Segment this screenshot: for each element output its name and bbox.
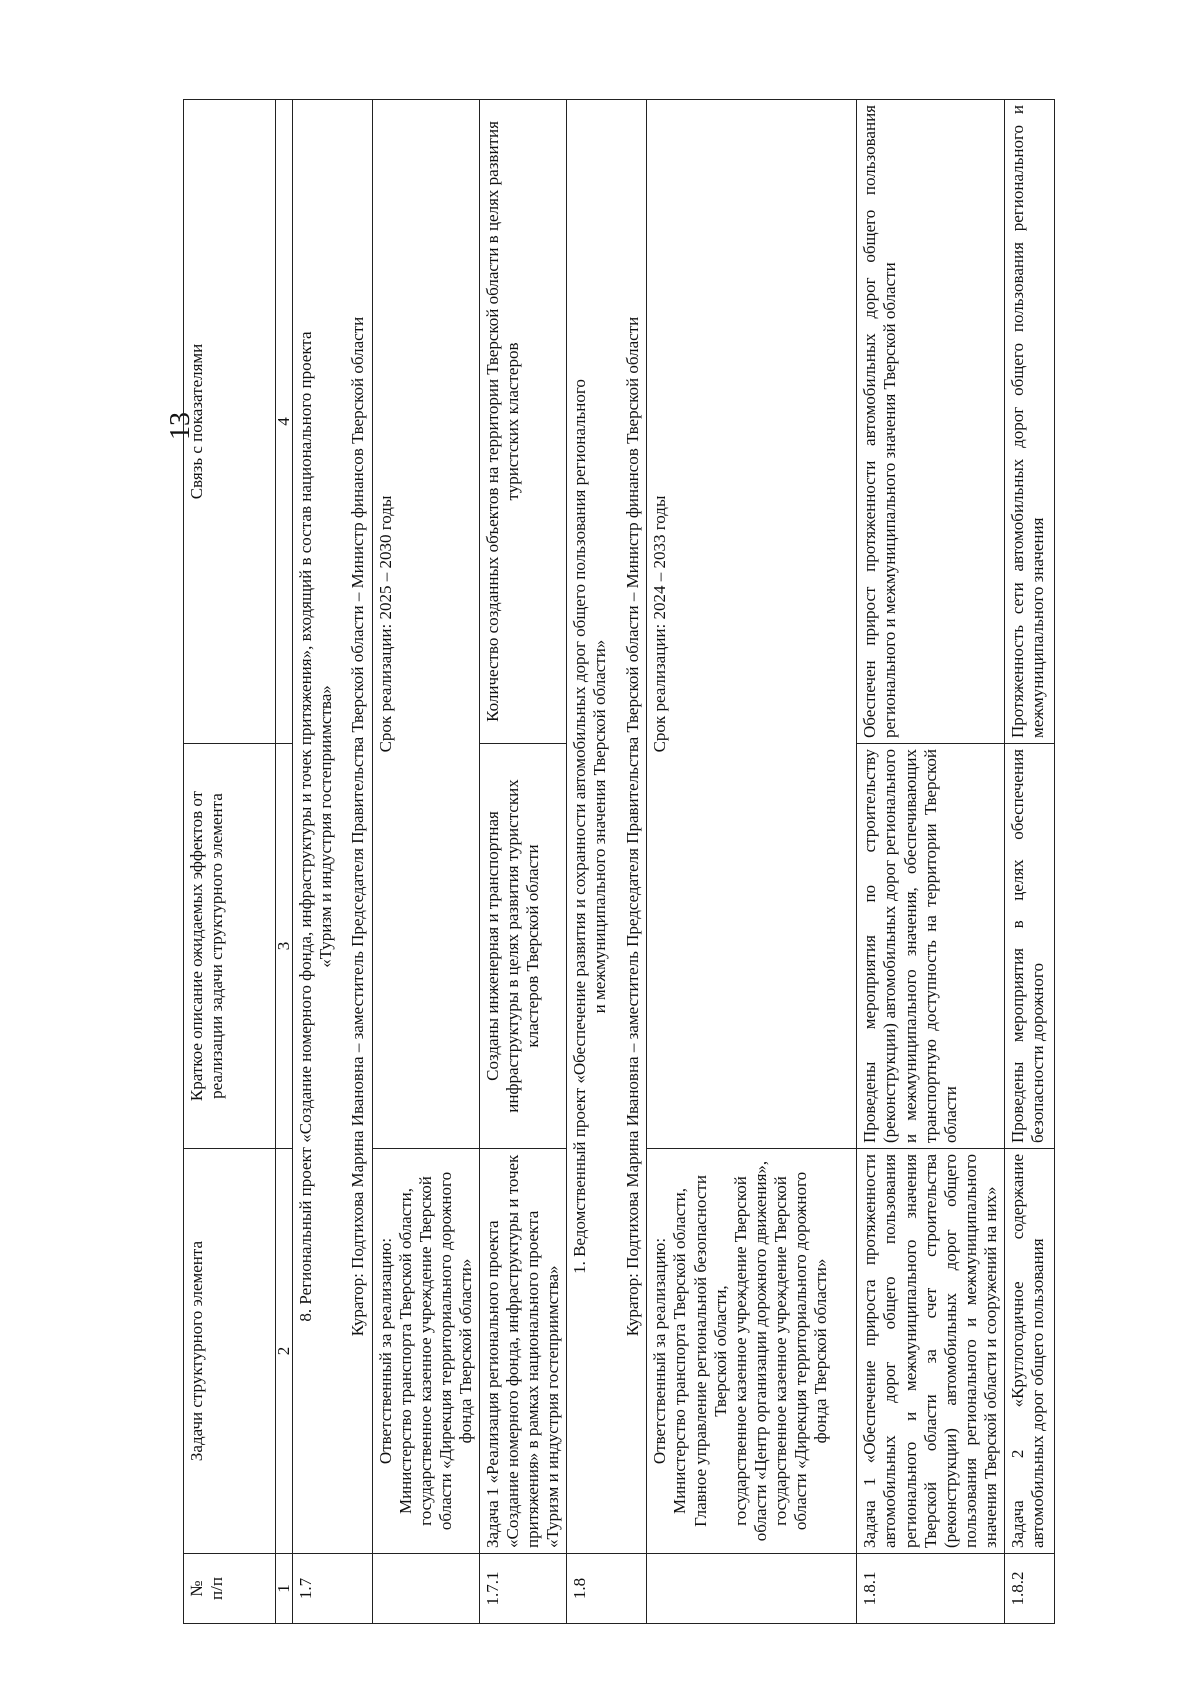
- responsible-entity: Министерство транспорта Тверской области,: [396, 1187, 416, 1515]
- row-number: 1.8: [567, 1554, 647, 1624]
- header-number: № п/п: [184, 1554, 276, 1624]
- section-title-departmental-project: 1. Ведомственный проект «Обеспечение развития и сохранности автомобильных дорог общего пользования регионального и межмуниципального значения Тверской области» Куратор: Подтихова Марина Ивановна – заместитель Председателя Правительства Тверской области – Министр финансов Тверской области: [567, 100, 647, 1554]
- implementation-term: Срок реализации: 2025 – 2030 годы: [373, 100, 480, 1149]
- section-title-regional-project: 8. Региональный проект «Создание номерного фонда, инфраструктуры и точек притяжения», входящий в состав национального проекта «Туризм и индустрия гостеприимства» Куратор: Подтихова Марина Ивановна – заместитель Председателя Правительства Тверской области – Министр финансов Тверской области: [293, 100, 373, 1554]
- rotated-table-frame: [183, 100, 1047, 1624]
- effect-cell: Проведены мероприятия по строительству (реконструкции) автомобильных дорог регионального и межмуниципального значения, обеспечивающих транспортную доступность на территории Тверской области: [857, 744, 1004, 1149]
- responsible-entity: государственное казенное учреждение Тверской области «Дирекция территориального дорожного фонда Тверской области»: [770, 1171, 830, 1531]
- indicator-cell: Обеспечен прирост протяженности автомобильных дорог общего пользования регионального и межмуниципального значения Тверской области: [857, 100, 1004, 744]
- task-row-1-8-1: [857, 100, 1004, 1624]
- responsible-cell: [373, 1149, 480, 1554]
- responsible-row-1-7: [373, 100, 480, 1624]
- row-number: 1.8.2: [1004, 1554, 1054, 1624]
- responsible-row-1-8: [647, 100, 857, 1624]
- indicator-cell: Протяженность сети автомобильных дорог общего пользования регионального и межмуниципального значения: [1004, 100, 1054, 744]
- effect-cell: Проведены мероприятия в целях обеспечения безопасности дорожного: [1004, 744, 1054, 1149]
- responsible-entity: Главное управление региональной безопасности Тверской области,: [690, 1175, 730, 1527]
- indicator-cell: Количество созданных объектов на территории Тверской области в целях развития туристских кластеров: [480, 100, 567, 744]
- row-number: 1.7: [293, 1554, 373, 1624]
- header-row: [184, 100, 276, 1624]
- responsible-heading: Ответственный за реализацию:: [650, 1237, 670, 1465]
- responsible-entity: государственное казенное учреждение Тверской области «Дирекция территориального дорожного фонда Тверской области»: [416, 1171, 476, 1531]
- section-row-1-8: [567, 100, 647, 1624]
- column-number: 2: [276, 1149, 293, 1554]
- column-number-row: [276, 100, 293, 1624]
- task-row-1-7-1: [480, 100, 567, 1624]
- empty-number-cell: [373, 1554, 480, 1624]
- row-number: 1.8.1: [857, 1554, 1004, 1624]
- responsible-entity: Министерство транспорта Тверской области,: [670, 1187, 690, 1515]
- header-indicators: Связь с показателями: [184, 100, 276, 744]
- header-tasks: Задачи структурного элемента: [184, 1149, 276, 1554]
- section-curator: Куратор: Подтихова Марина Ивановна – заместитель Председателя Правительства Тверской области – Министр финансов Тверской области: [622, 316, 642, 1337]
- page-number: 13: [165, 412, 196, 440]
- task-row-1-8-2: [1004, 100, 1054, 1624]
- table-container: [183, 100, 1047, 1624]
- section-curator: Куратор: Подтихова Марина Ивановна – заместитель Председателя Правительства Тверской области – Министр финансов Тверской области: [348, 316, 368, 1337]
- empty-number-cell: [647, 1554, 857, 1624]
- column-number: 3: [276, 744, 293, 1149]
- column-number: 4: [276, 100, 293, 744]
- responsible-heading: Ответственный за реализацию:: [376, 1237, 395, 1465]
- implementation-term: Срок реализации: 2024 – 2033 годы: [647, 100, 857, 1149]
- column-number: 1: [276, 1554, 293, 1624]
- responsible-cell: [647, 1149, 857, 1554]
- header-effects: Краткое описание ожидаемых эффектов от реализации задачи структурного элемента: [184, 744, 276, 1149]
- task-cell: Задача 1 «Обеспечение прироста протяженности автомобильных дорог общего пользования регионального и межмуниципального значения Тверской области за счет строительства (реконструкции) автомобильных дорог общего пользования регионального и межмуниципального значения Тверской области и сооружений на них»: [857, 1149, 1004, 1554]
- effect-cell: Созданы инженерная и транспортная инфраструктуры в целях развития туристских кластеров Тверской области: [480, 744, 567, 1149]
- responsible-entity: государственное казенное учреждение Тверской области «Центр организации дорожного движения»,: [730, 1160, 770, 1542]
- row-number: 1.7.1: [480, 1554, 567, 1624]
- section-row-1-7: [293, 100, 373, 1624]
- structural-elements-table: [183, 99, 1055, 1624]
- task-cell: Задача 1 «Реализация регионального проекта «Создание номерного фонда, инфраструктуры и точек притяжения» в рамках национального проекта «Туризм и индустрия гостеприимства»: [480, 1149, 567, 1554]
- task-cell: Задача 2 «Круглогодичное содержание автомобильных дорог общего пользования: [1004, 1149, 1054, 1554]
